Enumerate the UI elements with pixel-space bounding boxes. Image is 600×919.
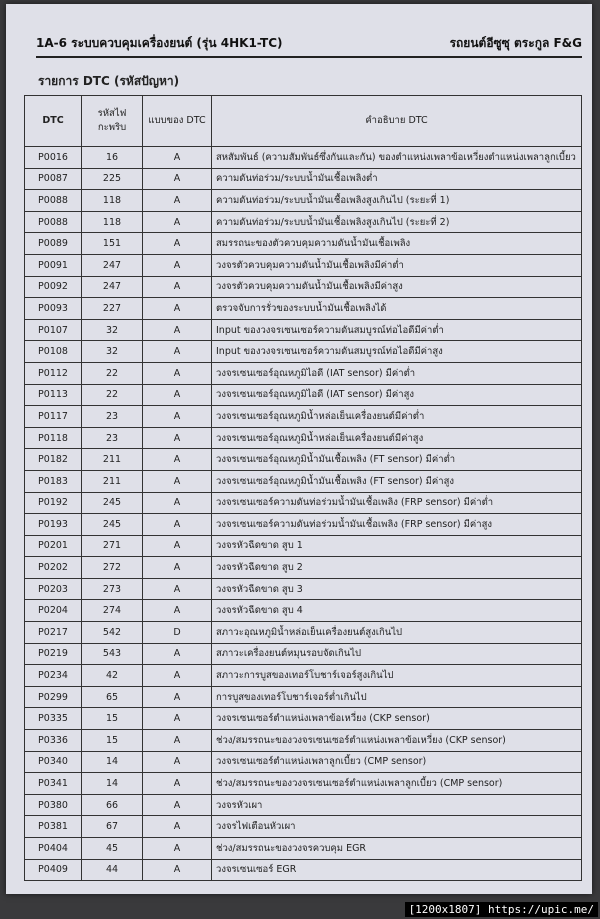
table-row xyxy=(25,254,582,276)
dtc-code-cell: P0234 xyxy=(25,665,82,687)
table-row xyxy=(25,794,582,816)
blink-code-cell: 272 xyxy=(82,557,143,579)
table-row xyxy=(25,341,582,363)
table-row xyxy=(25,233,582,255)
table-row xyxy=(25,211,582,233)
table-row xyxy=(25,578,582,600)
dtc-code-cell: P0091 xyxy=(25,254,82,276)
dtc-type-cell: A xyxy=(143,578,212,600)
description-cell: ช่วง/สมรรถนะของวงจรเซนเซอร์ตำแหน่งเพลาลูกเบี้ยว (CMP sensor) xyxy=(212,773,582,795)
table-row xyxy=(25,816,582,838)
description-cell: วงจรหัวฉีดขาด สูบ 2 xyxy=(212,557,582,579)
dtc-code-cell: P0016 xyxy=(25,147,82,169)
dtc-type-cell: A xyxy=(143,643,212,665)
blink-code-cell: 245 xyxy=(82,492,143,514)
dtc-code-cell: P0219 xyxy=(25,643,82,665)
description-cell: วงจรเซนเซอร์อุณหภูมิน้ำหล่อเย็นเครื่องยนต์มีค่าต่ำ xyxy=(212,406,582,428)
description-cell: วงจรเซนเซอร์ความดันท่อร่วมน้ำมันเชื้อเพลิง (FRP sensor) มีค่าต่ำ xyxy=(212,492,582,514)
description-cell: ความดันท่อร่วม/ระบบน้ำมันเชื้อเพลิงสูงเกินไป (ระยะที่ 1) xyxy=(212,190,582,212)
dtc-type-cell: A xyxy=(143,686,212,708)
dtc-code-cell: P0182 xyxy=(25,449,82,471)
description-cell: วงจรเซนเซอร์ความดันท่อร่วมน้ำมันเชื้อเพลิง (FRP sensor) มีค่าสูง xyxy=(212,514,582,536)
manual-page xyxy=(6,4,592,894)
blink-code-cell: 247 xyxy=(82,276,143,298)
table-row xyxy=(25,190,582,212)
dtc-type-cell: A xyxy=(143,514,212,536)
description-cell: วงจรเซนเซอร์อุณหภูมิไอดี (IAT sensor) มีค่าต่ำ xyxy=(212,362,582,384)
blink-code-cell: 67 xyxy=(82,816,143,838)
table-row xyxy=(25,427,582,449)
blink-code-cell: 15 xyxy=(82,730,143,752)
dtc-type-cell: A xyxy=(143,190,212,212)
dtc-code-cell: P0118 xyxy=(25,427,82,449)
table-row xyxy=(25,319,582,341)
description-cell: ตรวจจับการรั่วของระบบน้ำมันเชื้อเพลิงได้ xyxy=(212,298,582,320)
dtc-code-cell: P0204 xyxy=(25,600,82,622)
dtc-type-cell: A xyxy=(143,427,212,449)
table-row xyxy=(25,535,582,557)
dtc-type-cell: A xyxy=(143,384,212,406)
description-cell: วงจรเซนเซอร์ตำแหน่งเพลาลูกเบี้ยว (CMP sensor) xyxy=(212,751,582,773)
blink-code-cell: 245 xyxy=(82,514,143,536)
blink-code-cell: 118 xyxy=(82,211,143,233)
dtc-code-cell: P0340 xyxy=(25,751,82,773)
header-description: คำอธิบาย DTC xyxy=(212,96,582,147)
table-row xyxy=(25,276,582,298)
dtc-type-cell: A xyxy=(143,233,212,255)
blink-code-cell: 271 xyxy=(82,535,143,557)
dtc-type-cell: A xyxy=(143,557,212,579)
section-title: รายการ DTC (รหัสปัญหา) xyxy=(38,74,180,88)
blink-code-cell: 273 xyxy=(82,578,143,600)
table-row xyxy=(25,730,582,752)
dtc-type-cell: A xyxy=(143,751,212,773)
blink-code-cell: 227 xyxy=(82,298,143,320)
table-row xyxy=(25,751,582,773)
table-row xyxy=(25,665,582,687)
dtc-type-cell: A xyxy=(143,773,212,795)
blink-code-cell: 32 xyxy=(82,319,143,341)
description-cell: สหสัมพันธ์ (ความสัมพันธ์ซึ่งกันและกัน) ของตำแหน่งเพลาข้อเหวี่ยงตำแหน่งเพลาลูกเบี้ยว xyxy=(212,147,582,169)
table-row xyxy=(25,449,582,471)
table-row xyxy=(25,147,582,169)
dtc-code-cell: P0404 xyxy=(25,838,82,860)
blink-code-cell: 16 xyxy=(82,147,143,169)
blink-code-cell: 23 xyxy=(82,427,143,449)
description-cell: ช่วง/สมรรถนะของวงจรเซนเซอร์ตำแหน่งเพลาข้อเหวี่ยง (CKP sensor) xyxy=(212,730,582,752)
header-dtc-type: แบบของ DTC xyxy=(143,96,212,147)
dtc-code-cell: P0381 xyxy=(25,816,82,838)
table-row xyxy=(25,859,582,881)
description-cell: ช่วง/สมรรถนะของวงจรควบคุม EGR xyxy=(212,838,582,860)
blink-code-cell: 32 xyxy=(82,341,143,363)
blink-code-cell: 542 xyxy=(82,622,143,644)
dtc-type-cell: A xyxy=(143,492,212,514)
dtc-type-cell: A xyxy=(143,254,212,276)
header-left-title: 1A-6 ระบบควบคุมเครื่องยนต์ (รุ่น 4HK1-TC) xyxy=(36,36,283,50)
dtc-type-cell: A xyxy=(143,298,212,320)
description-cell: วงจรไฟเตือนหัวเผา xyxy=(212,816,582,838)
dtc-type-cell: A xyxy=(143,276,212,298)
table-row xyxy=(25,470,582,492)
table-row xyxy=(25,514,582,536)
dtc-type-cell: A xyxy=(143,470,212,492)
description-cell: วงจรหัวเผา xyxy=(212,794,582,816)
blink-code-cell: 211 xyxy=(82,470,143,492)
description-cell: วงจรหัวฉีดขาด สูบ 1 xyxy=(212,535,582,557)
table-row xyxy=(25,686,582,708)
description-cell: วงจรเซนเซอร์ EGR xyxy=(212,859,582,881)
description-cell: Input ของวงจรเซนเซอร์ความดันสมบูรณ์ท่อไอดีมีค่าต่ำ xyxy=(212,319,582,341)
blink-code-cell: 543 xyxy=(82,643,143,665)
dtc-code-cell: P0299 xyxy=(25,686,82,708)
description-cell: วงจรตัวควบคุมความดันน้ำมันเชื้อเพลิงมีค่าสูง xyxy=(212,276,582,298)
dtc-code-cell: P0202 xyxy=(25,557,82,579)
header-dtc: DTC xyxy=(25,96,82,147)
description-cell: สมรรถนะของตัวควบคุมความดันน้ำมันเชื้อเพลิง xyxy=(212,233,582,255)
dtc-type-cell: A xyxy=(143,794,212,816)
table-row xyxy=(25,557,582,579)
description-cell: Input ของวงจรเซนเซอร์ความดันสมบูรณ์ท่อไอดีมีค่าสูง xyxy=(212,341,582,363)
description-cell: วงจรหัวฉีดขาด สูบ 3 xyxy=(212,578,582,600)
dtc-type-cell: A xyxy=(143,147,212,169)
description-cell: วงจรตัวควบคุมความดันน้ำมันเชื้อเพลิงมีค่าต่ำ xyxy=(212,254,582,276)
blink-code-cell: 44 xyxy=(82,859,143,881)
blink-code-cell: 66 xyxy=(82,794,143,816)
dtc-type-cell: A xyxy=(143,168,212,190)
blink-code-cell: 211 xyxy=(82,449,143,471)
blink-code-cell: 42 xyxy=(82,665,143,687)
table-row xyxy=(25,838,582,860)
dtc-code-cell: P0088 xyxy=(25,211,82,233)
table-row xyxy=(25,406,582,428)
table-row xyxy=(25,362,582,384)
header-blink-code: รหัสไฟ กะพริบ xyxy=(82,96,143,147)
dtc-type-cell: A xyxy=(143,816,212,838)
table-row xyxy=(25,622,582,644)
blink-code-cell: 15 xyxy=(82,708,143,730)
description-cell: สภาวะการบูสของเทอร์โบชาร์เจอร์สูงเกินไป xyxy=(212,665,582,687)
dtc-type-cell: A xyxy=(143,211,212,233)
dtc-code-cell: P0193 xyxy=(25,514,82,536)
description-cell: สภาวะเครื่องยนต์หมุนรอบจัดเกินไป xyxy=(212,643,582,665)
dtc-code-cell: P0092 xyxy=(25,276,82,298)
blink-code-cell: 22 xyxy=(82,384,143,406)
dtc-code-cell: P0201 xyxy=(25,535,82,557)
dtc-code-cell: P0380 xyxy=(25,794,82,816)
dtc-code-cell: P0112 xyxy=(25,362,82,384)
description-cell: ความดันท่อร่วม/ระบบน้ำมันเชื้อเพลิงต่ำ xyxy=(212,168,582,190)
blink-code-cell: 274 xyxy=(82,600,143,622)
page-header xyxy=(36,34,582,58)
description-cell: ความดันท่อร่วม/ระบบน้ำมันเชื้อเพลิงสูงเกินไป (ระยะที่ 2) xyxy=(212,211,582,233)
dtc-type-cell: A xyxy=(143,708,212,730)
dtc-table-body xyxy=(25,147,582,881)
dtc-table xyxy=(24,95,582,881)
dtc-code-cell: P0183 xyxy=(25,470,82,492)
dtc-code-cell: P0093 xyxy=(25,298,82,320)
blink-code-cell: 65 xyxy=(82,686,143,708)
description-cell: การบูสของเทอร์โบชาร์เจอร์ต่ำเกินไป xyxy=(212,686,582,708)
blink-code-cell: 151 xyxy=(82,233,143,255)
image-caption: [1200x1807] https://upic.me/ xyxy=(405,902,598,917)
dtc-type-cell: A xyxy=(143,535,212,557)
table-row xyxy=(25,773,582,795)
dtc-code-cell: P0117 xyxy=(25,406,82,428)
dtc-code-cell: P0087 xyxy=(25,168,82,190)
dtc-code-cell: P0108 xyxy=(25,341,82,363)
table-row xyxy=(25,600,582,622)
dtc-type-cell: D xyxy=(143,622,212,644)
header-right-title: รถยนต์อีซูซุ ตระกูล F&G xyxy=(449,36,582,50)
table-row xyxy=(25,492,582,514)
dtc-type-cell: A xyxy=(143,838,212,860)
dtc-type-cell: A xyxy=(143,362,212,384)
dtc-code-cell: P0217 xyxy=(25,622,82,644)
dtc-code-cell: P0336 xyxy=(25,730,82,752)
table-row xyxy=(25,168,582,190)
blink-code-cell: 22 xyxy=(82,362,143,384)
table-row xyxy=(25,643,582,665)
dtc-code-cell: P0088 xyxy=(25,190,82,212)
dtc-code-cell: P0113 xyxy=(25,384,82,406)
dtc-type-cell: A xyxy=(143,319,212,341)
blink-code-cell: 247 xyxy=(82,254,143,276)
blink-code-cell: 23 xyxy=(82,406,143,428)
blink-code-cell: 14 xyxy=(82,751,143,773)
dtc-type-cell: A xyxy=(143,600,212,622)
description-cell: วงจรเซนเซอร์อุณหภูมิน้ำหล่อเย็นเครื่องยนต์มีค่าสูง xyxy=(212,427,582,449)
dtc-code-cell: P0341 xyxy=(25,773,82,795)
description-cell: วงจรเซนเซอร์อุณหภูมิน้ำมันเชื้อเพลิง (FT sensor) มีค่าต่ำ xyxy=(212,449,582,471)
description-cell: สภาวะอุณหภูมิน้ำหล่อเย็นเครื่องยนต์สูงเกินไป xyxy=(212,622,582,644)
description-cell: วงจรเซนเซอร์อุณหภูมิไอดี (IAT sensor) มีค่าสูง xyxy=(212,384,582,406)
blink-code-cell: 225 xyxy=(82,168,143,190)
table-row xyxy=(25,708,582,730)
description-cell: วงจรเซนเซอร์ตำแหน่งเพลาข้อเหวี่ยง (CKP sensor) xyxy=(212,708,582,730)
dtc-code-cell: P0335 xyxy=(25,708,82,730)
blink-code-cell: 14 xyxy=(82,773,143,795)
dtc-type-cell: A xyxy=(143,406,212,428)
dtc-type-cell: A xyxy=(143,449,212,471)
dtc-code-cell: P0107 xyxy=(25,319,82,341)
description-cell: วงจรเซนเซอร์อุณหภูมิน้ำมันเชื้อเพลิง (FT sensor) มีค่าสูง xyxy=(212,470,582,492)
blink-code-cell: 45 xyxy=(82,838,143,860)
dtc-code-cell: P0089 xyxy=(25,233,82,255)
dtc-code-cell: P0409 xyxy=(25,859,82,881)
dtc-type-cell: A xyxy=(143,730,212,752)
description-cell: วงจรหัวฉีดขาด สูบ 4 xyxy=(212,600,582,622)
dtc-code-cell: P0192 xyxy=(25,492,82,514)
table-row xyxy=(25,384,582,406)
blink-code-cell: 118 xyxy=(82,190,143,212)
dtc-code-cell: P0203 xyxy=(25,578,82,600)
table-row xyxy=(25,298,582,320)
dtc-type-cell: A xyxy=(143,341,212,363)
dtc-type-cell: A xyxy=(143,859,212,881)
table-header-row xyxy=(25,96,582,147)
dtc-type-cell: A xyxy=(143,665,212,687)
